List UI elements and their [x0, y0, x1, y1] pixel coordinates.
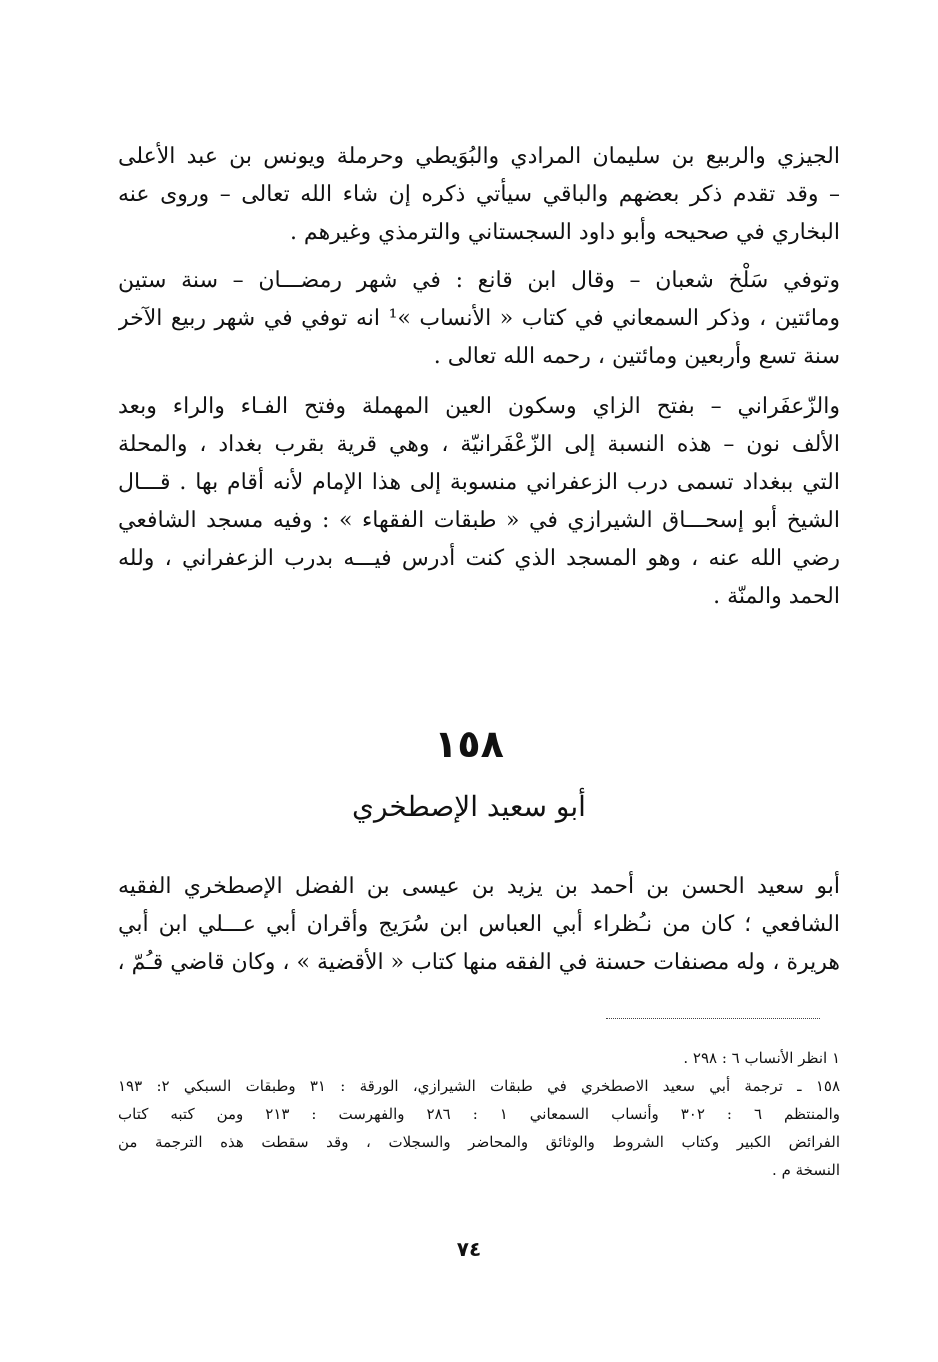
text-line: – وقد تقدم ذكر بعضهم والباقي سيأتي ذكره إن شاء الله تعالى – وروى عنه [118, 182, 840, 207]
footnote-158-line: والمنتظم ٦ : ٣٠٢ وأنساب السمعاني ١ : ٢٨٦ والفهرست : ٢١٣ ومن كتبه كتاب [118, 1105, 840, 1123]
paragraph-nisba [118, 388, 840, 616]
text-line: الشافعي ؛ كان من نـُظراء أبي العباس ابن سُرَيج وأقران أبي عـــلي ابن أبي [118, 912, 840, 937]
text-line: الحمد والمنّة . [713, 584, 840, 609]
entry-number: ١٥٨ [434, 722, 504, 766]
text-line: الجيزي والربيع بن سليمان المرادي والبُوَيطي وحرملة ويونس بن عبد الأعلى [118, 144, 840, 169]
text-line: وتوفي سَلْخ شعبان – وقال ابن قانع : في شهر رمضـــان – سنة ستين [118, 268, 840, 293]
paragraph-continuation [118, 138, 840, 252]
paragraph-death-date [118, 262, 840, 376]
footnote-divider [606, 1018, 820, 1019]
text-line: هريرة ، وله مصنفات حسنة في الفقه منها كتاب « الأقضية » ، وكان قاضي قـُمّ ، [118, 950, 840, 975]
page-number: ٧٤ [456, 1237, 482, 1261]
text-line: أبو سعيد الحسن بن أحمد بن يزيد بن عيسى بن الفضل الإصطخري الفقيه [118, 874, 840, 899]
entry-paragraph [118, 868, 840, 982]
text-line: سنة تسع وأربعين ومائتين ، رحمه الله تعالى . [433, 344, 840, 369]
text-line: رضي الله عنه ، وهو المسجد الذي كنت أدرس فيـــه بدرب الزعفراني ، ولله [118, 546, 840, 571]
footnote-158-line: الفرائض الكبير وكتاب الشروط والوثائق والمحاضر والسجلات ، وقد سقطت هذه الترجمة من [118, 1133, 840, 1151]
text-line: التي ببغداد تسمى درب الزعفراني منسوبة إلى هذا الإمام لأنه أقام بها . قـــال [118, 470, 840, 495]
text-line: والزّعفَراني – بفتح الزاي وسكون العين المهملة وفتح الفـاء والراء وبعد [118, 394, 840, 419]
footnote-1: ١ انظر الأنساب ٦ : ٢٩٨ . [683, 1049, 840, 1067]
text-line: الألف نون – هذه النسبة إلى الزّعْفَرانيّة ، وهي قرية بقرب بغداد ، والمحلة [118, 432, 840, 457]
footnote-158-line: ١٥٨ ـ ترجمة أبي سعيد الاصطخري في طبقات الشيرازي، الورقة : ٣١ وطبقات السبكي ٢: ١٩٣ [118, 1077, 840, 1095]
text-line: البخاري في صحيحه وأبو داود السجستاني والترمذي وغيرهم . [289, 220, 840, 245]
entry-title: أبو سعيد الإصطخري [352, 790, 586, 823]
text-line: ومائتين ، وذكر السمعاني في كتاب « الأنساب »¹ انه توفي في شهر ربيع الآخر [118, 306, 840, 331]
text-line: الشيخ أبو إسحـــاق الشيرازي في « طبقات الفقهاء » : وفيه مسجد الشافعي [118, 508, 840, 533]
footnote-158-line: النسخة م . [772, 1161, 840, 1179]
footnotes [118, 1044, 840, 1184]
